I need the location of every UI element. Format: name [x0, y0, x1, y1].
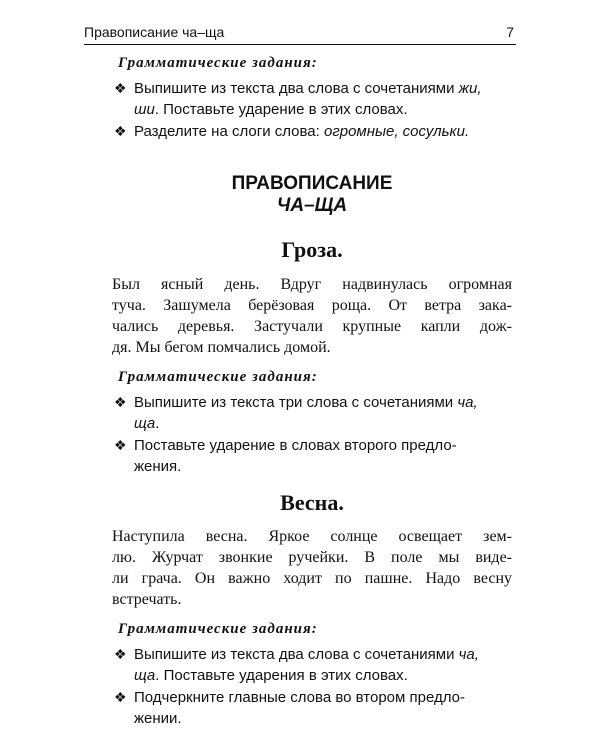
list-item: ❖ Разделите на слоги слова: огромные, сосульки.	[114, 123, 470, 140]
tasks-heading: Грамматические задания:	[118, 55, 318, 71]
text-line: чались деревья. Застучали крупные капли дож-	[112, 318, 512, 335]
story-text	[112, 526, 512, 610]
text-line: дя. Мы бегом помчались домой.	[112, 339, 331, 356]
diamond-bullet-icon: ❖	[114, 80, 127, 96]
list-item: ❖ Поставьте ударение в словах второго предло- жения.	[114, 437, 457, 475]
page-header	[84, 20, 516, 45]
page-content	[112, 54, 512, 730]
diamond-bullet-icon: ❖	[114, 123, 127, 139]
tasks-heading: Грамматические задания:	[118, 621, 318, 637]
list-item: ❖ Выпишите из текста два слова с сочетаниями ча, ща. Поставьте ударения в этих словах.	[114, 646, 479, 684]
section-title	[112, 173, 512, 217]
text-line: туча. Зашумела берёзовая роща. От ветра зака-	[112, 297, 512, 314]
text-line: Был ясный день. Вдруг надвинулась огромная	[112, 276, 512, 293]
tasks-heading: Грамматические задания:	[118, 369, 318, 385]
text-line: встречать.	[112, 591, 182, 608]
text-line: лю. Журчат звонкие ручейки. В поле мы виде-	[112, 549, 512, 566]
tasks-list	[112, 78, 512, 142]
diamond-bullet-icon: ❖	[114, 437, 127, 453]
section-title-line2: ЧА–ЩА	[276, 195, 348, 216]
diamond-bullet-icon: ❖	[114, 394, 127, 410]
tasks-list	[112, 644, 512, 729]
diamond-bullet-icon: ❖	[114, 646, 127, 662]
story-title: Гроза.	[281, 237, 343, 262]
list-item: ❖ Выпишите из текста два слова с сочетаниями жи, ши. Поставьте ударение в этих словах.	[114, 80, 482, 118]
text-line: ли грача. Он важно ходит по пашне. Надо весну	[112, 570, 512, 587]
story-text	[112, 274, 512, 358]
list-item: ❖ Выпишите из текста три слова с сочетаниями ча, ща.	[114, 394, 478, 432]
list-item: ❖ Подчеркните главные слова во втором предло- жении.	[114, 689, 465, 727]
page-number: 7	[506, 24, 514, 40]
diamond-bullet-icon: ❖	[114, 689, 127, 705]
tasks-list	[112, 392, 512, 477]
text-line: Наступила весна. Яркое солнце освещает зем-	[112, 528, 512, 545]
section-title-line1: ПРАВОПИСАНИЕ	[231, 173, 393, 194]
header-title: Правописание ча–ща	[84, 24, 225, 40]
story-title: Весна.	[280, 490, 344, 515]
